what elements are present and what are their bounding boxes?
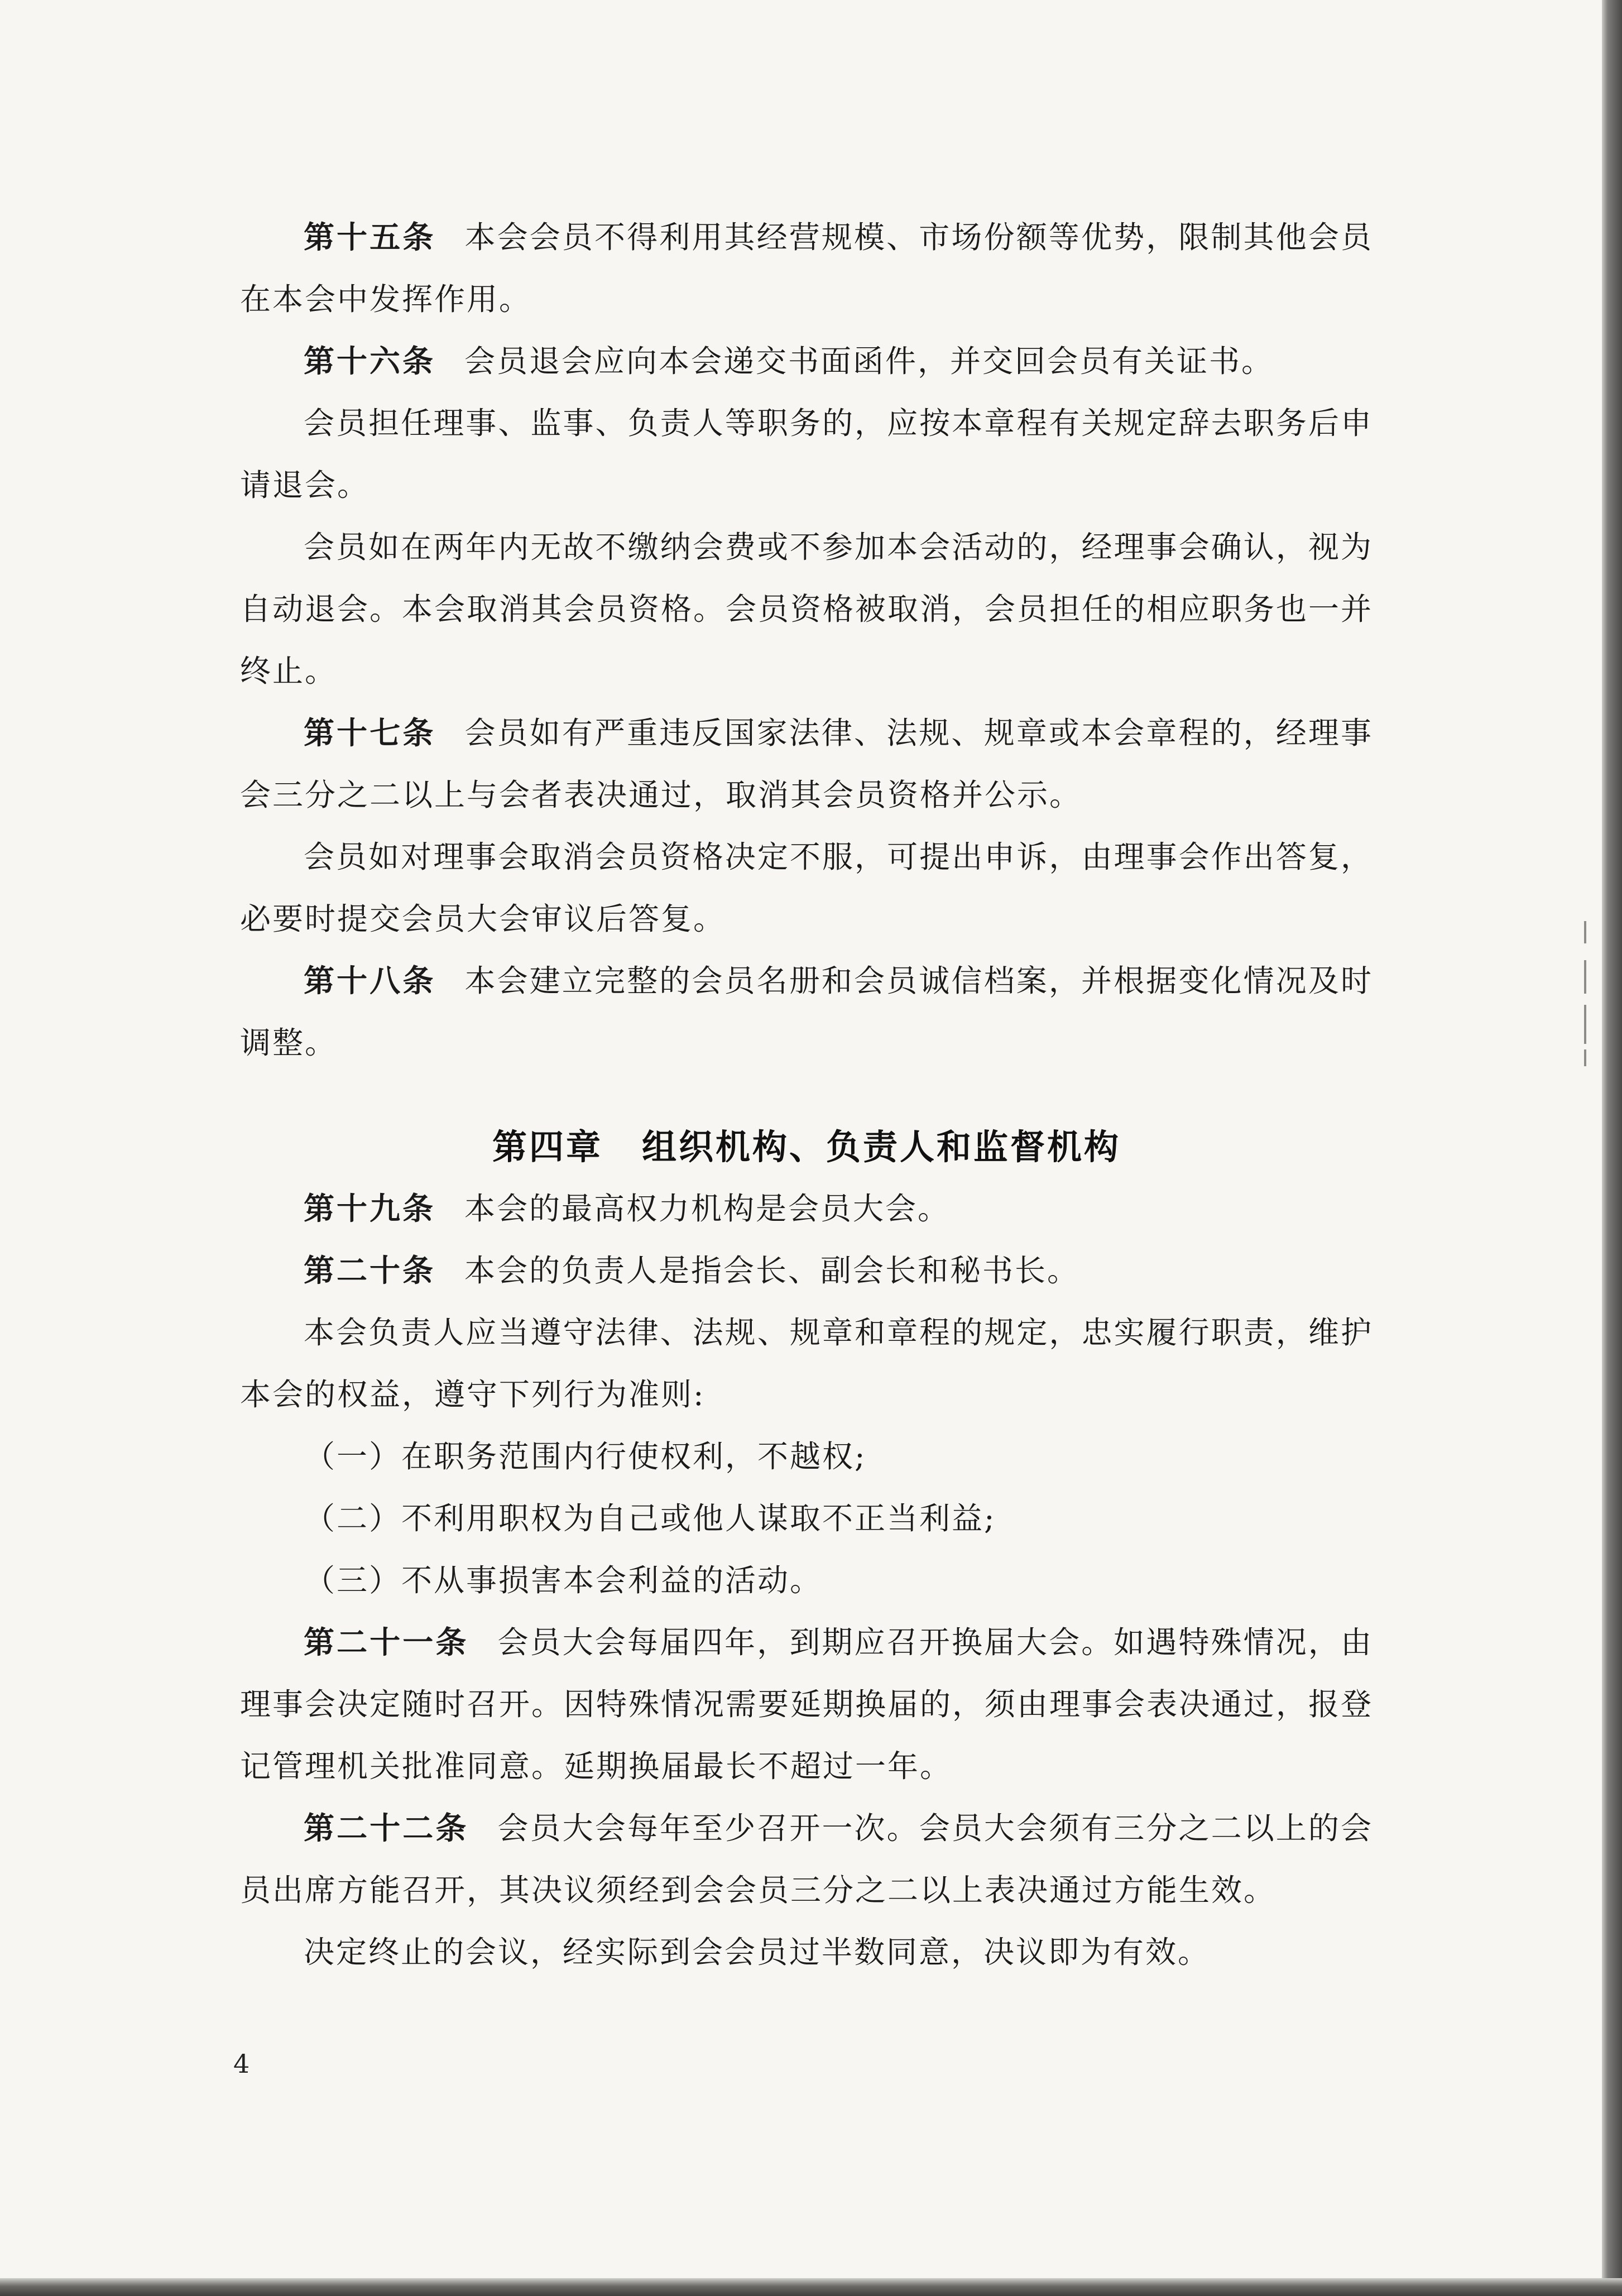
article-19 bbox=[240, 1178, 1373, 1240]
list-item: （二）不利用职权为自己或他人谋取不正当利益; bbox=[304, 1501, 996, 1536]
page-number: 4 bbox=[233, 2049, 250, 2079]
list-item: （一）在职务范围内行使权利，不越权; bbox=[304, 1439, 867, 1474]
article-22-paragraph-2: 决定终止的会议，经实际到会会员过半数同意，决议即为有效。 bbox=[304, 1934, 1211, 1970]
scan-edge-shadow bbox=[1602, 0, 1622, 2296]
article-20-label: 第二十条 bbox=[304, 1253, 436, 1288]
binding-mark bbox=[1584, 1005, 1586, 1044]
article-17-paragraph-2: 会员如对理事会取消会员资格决定不服，可提出申诉，由理事会作出答复，必要时提交会员大会审议后答复。 bbox=[240, 839, 1373, 937]
article-16-label: 第十六条 bbox=[304, 343, 436, 379]
chapter-heading bbox=[240, 1116, 1373, 1178]
article-22-text: 会员大会每年至少召开一次。会员大会须有三分之二以上的会员出席方能召开，其决议须经到会会员三分之二以上表决通过方能生效。 bbox=[240, 1810, 1373, 1908]
binding-mark bbox=[1584, 960, 1586, 994]
article-15-label: 第十五条 bbox=[304, 219, 436, 255]
article-15-text: 本会会员不得利用其经营规模、市场份额等优势，限制其他会员在本会中发挥作用。 bbox=[240, 219, 1373, 317]
article-16-paragraph-3: 会员如在两年内无故不缴纳会费或不参加本会活动的，经理事会确认，视为自动退会。本会取消其会员资格。会员资格被取消，会员担任的相应职务也一并终止。 bbox=[240, 529, 1374, 689]
article-16-text: 会员退会应向本会递交书面函件，并交回会员有关证书。 bbox=[464, 343, 1274, 379]
article-21 bbox=[240, 1612, 1373, 1798]
article-21-text: 会员大会每届四年，到期应召开换届大会。如遇特殊情况，由理事会决定随时召开。因特殊情况需要延期换届的，须由理事会表决通过，报登记管理机关批准同意。延期换届最长不超过一年。 bbox=[240, 1624, 1374, 1784]
article-18 bbox=[240, 950, 1373, 1074]
article-20 bbox=[240, 1240, 1373, 1302]
article-19-text: 本会的最高权力机构是会员大会。 bbox=[464, 1191, 951, 1226]
chapter-number: 第四章 bbox=[492, 1127, 603, 1167]
article-17-label: 第十七条 bbox=[304, 715, 436, 751]
article-22-label: 第二十二条 bbox=[304, 1810, 469, 1846]
article-16-paragraph-2: 会员担任理事、监事、负责人等职务的，应按本章程有关规定辞去职务后申请退会。 bbox=[240, 405, 1373, 503]
article-15 bbox=[240, 207, 1373, 330]
article-17-text: 会员如有严重违反国家法律、法规、规章或本会章程的，经理事会三分之二以上与会者表决通过，取消其会员资格并公示。 bbox=[240, 715, 1373, 813]
chapter-title: 组织机构、负责人和监督机构 bbox=[642, 1127, 1121, 1167]
article-21-label: 第二十一条 bbox=[304, 1624, 469, 1660]
article-20-paragraph-2: 本会负责人应当遵守法律、法规、规章和章程的规定，忠实履行职责，维护本会的权益，遵守下列行为准则: bbox=[240, 1315, 1373, 1412]
article-18-label: 第十八条 bbox=[304, 963, 436, 999]
article-17 bbox=[240, 702, 1373, 826]
article-18-text: 本会建立完整的会员名册和会员诚信档案，并根据变化情况及时调整。 bbox=[240, 963, 1373, 1061]
article-20-text: 本会的负责人是指会长、副会长和秘书长。 bbox=[464, 1253, 1080, 1288]
binding-mark bbox=[1584, 921, 1586, 943]
article-16 bbox=[240, 330, 1373, 392]
binding-mark bbox=[1584, 1049, 1586, 1066]
list-item: （三）不从事损害本会利益的活动。 bbox=[304, 1562, 823, 1598]
article-22 bbox=[240, 1798, 1373, 1921]
scan-bottom-shadow bbox=[0, 2278, 1622, 2296]
article-19-label: 第十九条 bbox=[304, 1191, 436, 1226]
